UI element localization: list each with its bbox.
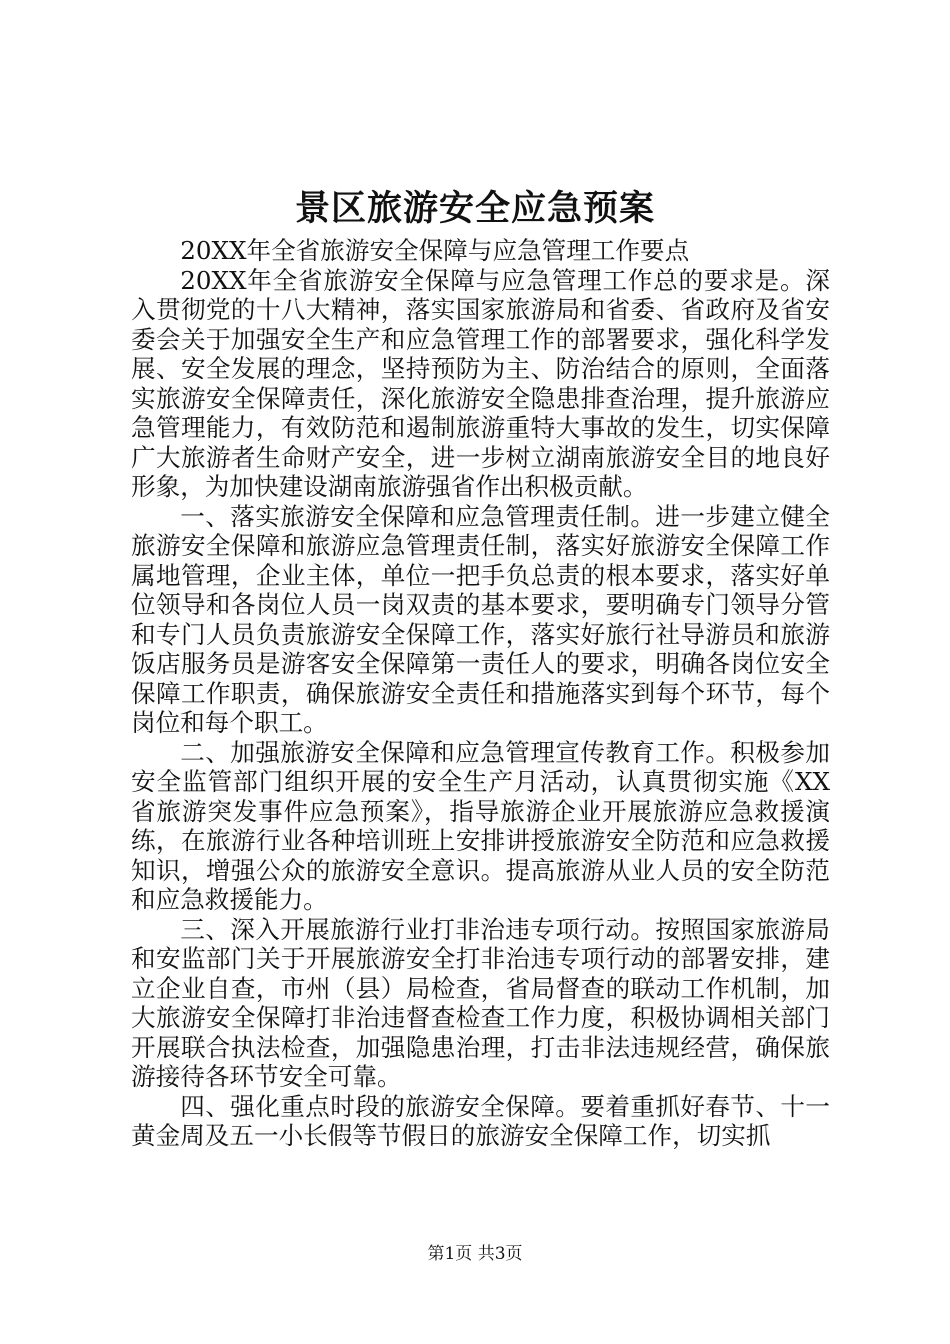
page-number: 第1页 共3页	[427, 1244, 523, 1264]
paragraph-section-2: 二、加强旅游安全保障和应急管理宣传教育工作。积极参加安全监管部门组织开展的安全生产月活动，认真贯彻实施《XX省旅游突发事件应急预案》，指导旅游企业开展旅游应急救援演练，在旅游行业各种培训班上安排讲授旅游安全防范和应急救援知识，增强公众的旅游安全意识。提高旅游从业人员的安全防范和应急救援能力。	[131, 737, 830, 914]
paragraph-subtitle: 20XX年全省旅游安全保障与应急管理工作要点	[180, 236, 690, 265]
paragraph-section-4: 四、强化重点时段的旅游安全保障。要着重抓好春节、十一黄金周及五一小长假等节假日的旅游安全保障工作，切实抓	[131, 1091, 830, 1150]
paragraph-section-1: 一、落实旅游安全保障和应急管理责任制。进一步建立健全旅游安全保障和旅游应急管理责任制，落实好旅游安全保障工作属地管理，企业主体，单位一把手负总责的根本要求，落实好单位领导和各岗位人员一岗双责的基本要求，要明确专门领导分管和专门人员负责旅游安全保障工作，落实好旅行社导游员和旅游饭店服务员是游客安全保障第一责任人的要求，明确各岗位安全保障工作职责，确保旅游安全责任和措施落实到每个环节，每个岗位和每个职工。	[131, 501, 830, 737]
paragraph-section-3: 三、深入开展旅游行业打非治违专项行动。按照国家旅游局和安监部门关于开展旅游安全打非治违专项行动的部署安排，建立企业自查，市州（县）局检查，省局督查的联动工作机制，加大旅游安全保障打非治违督查检查工作力度，积极协调相关部门开展联合执法检查，加强隐患治理，打击非法违规经营，确保旅游接待各环节安全可靠。	[131, 914, 830, 1091]
paragraph-overview: 20XX年全省旅游安全保障与应急管理工作总的要求是。深入贯彻党的十八大精神，落实国家旅游局和省委、省政府及省安委会关于加强安全生产和应急管理工作的部署要求，强化科学发展、安全发展的理念，坚持预防为主、防治结合的原则，全面落实旅游安全保障责任，深化旅游安全隐患排查治理，提升旅游应急管理能力，有效防范和遏制旅游重特大事故的发生，切实保障广大旅游者生命财产安全，进一步树立湖南旅游安全目的地良好形象，为加快建设湖南旅游强省作出积极贡献。	[131, 265, 830, 501]
document-body	[131, 236, 830, 1151]
document-title: 景区旅游安全应急预案	[294, 188, 655, 229]
